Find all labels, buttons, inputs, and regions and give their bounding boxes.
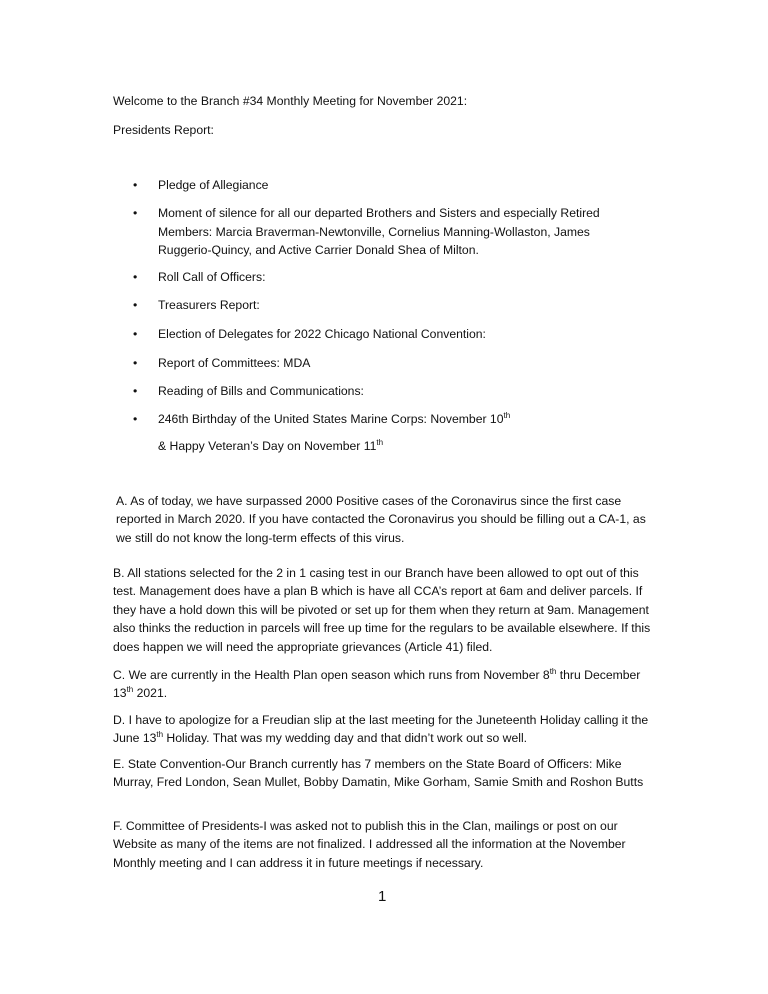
bullet-icon: •: [133, 384, 138, 398]
bullet-icon: •: [133, 412, 138, 426]
paragraph-c-health-plan: C. We are currently in the Health Plan open season which runs from November 8th thru December 13th 2021.: [113, 666, 641, 701]
veterans-day-line: & Happy Veteran’s Day on November 11th: [158, 437, 384, 453]
bullet-icon: •: [133, 206, 138, 220]
agenda-item-treasurers-report: • Treasurers Report:: [158, 296, 628, 315]
bullet-icon: •: [133, 270, 138, 284]
agenda-item-bills-and-communications: • Reading of Bills and Communications:: [158, 382, 628, 401]
paragraph-a-coronavirus: A. As of today, we have surpassed 2000 Positive cases of the Coronavirus since the first case reported in March 2020. If you have contacted the Coronavirus you should be filling out a CA-1, as we still do not know the long-term effects of this virus.: [116, 494, 646, 545]
bullet-icon: •: [133, 178, 138, 192]
agenda-item-election-of-delegates: • Election of Delegates for 2022 Chicago National Convention:: [158, 325, 628, 344]
page-number: 1: [378, 888, 387, 905]
agenda-item-marine-corps-birthday: • 246th Birthday of the United States Marine Corps: November 10th: [158, 410, 628, 429]
paragraph-b-casing-test: B. All stations selected for the 2 in 1 casing test in our Branch have been allowed to opt out of this test. Management does have a plan B which is have all CCA’s report at 6am and deliver parcels. If they have a hold down this will be pivoted or set up for them when they return at 9am. Management also thinks the reduction in parcels will free up time for the regulars to be available elsewhere. If this does happen we will need the appropriate grievances (Article 41) filed.: [113, 566, 651, 654]
meeting-title: Welcome to the Branch #34 Monthly Meeting for November 2021:: [113, 94, 468, 108]
agenda-item-pledge: • Pledge of Allegiance: [158, 176, 628, 195]
agenda-item-roll-call: • Roll Call of Officers:: [158, 268, 628, 287]
agenda-item-report-of-committees: • Report of Committees: MDA: [158, 354, 628, 373]
presidents-report-heading: Presidents Report:: [113, 123, 214, 137]
paragraph-e-state-convention: E. State Convention-Our Branch currently has 7 members on the State Board of Officers: Mike Murray, Fred London, Sean Mullet, Bobby Damatin, Mike Gorham, Samie Smith and Roshon Butts: [113, 757, 644, 790]
bullet-icon: •: [133, 356, 138, 370]
agenda-item-moment-of-silence: • Moment of silence for all our departed Brothers and Sisters and especially Retired Members: Marcia Braverman-Newtonville, Cornelius Manning-Wollaston, James Ruggerio-Quincy, and Active Carrier Donald Shea of Milton.: [133, 206, 600, 257]
paragraph-f-committee-of-presidents: F. Committee of Presidents-I was asked not to publish this in the Clan, mailings or post on our Website as many of the items are not finalized. I addressed all the information at the November Monthly meeting and I can address it in future meetings if necessary.: [113, 819, 626, 870]
bullet-icon: •: [133, 327, 138, 341]
bullet-icon: •: [133, 298, 138, 312]
paragraph-d-apology: D. I have to apologize for a Freudian slip at the last meeting for the Juneteenth Holiday calling it the June 13th Holiday. That was my wedding day and that didn’t work out so well.: [113, 713, 649, 746]
